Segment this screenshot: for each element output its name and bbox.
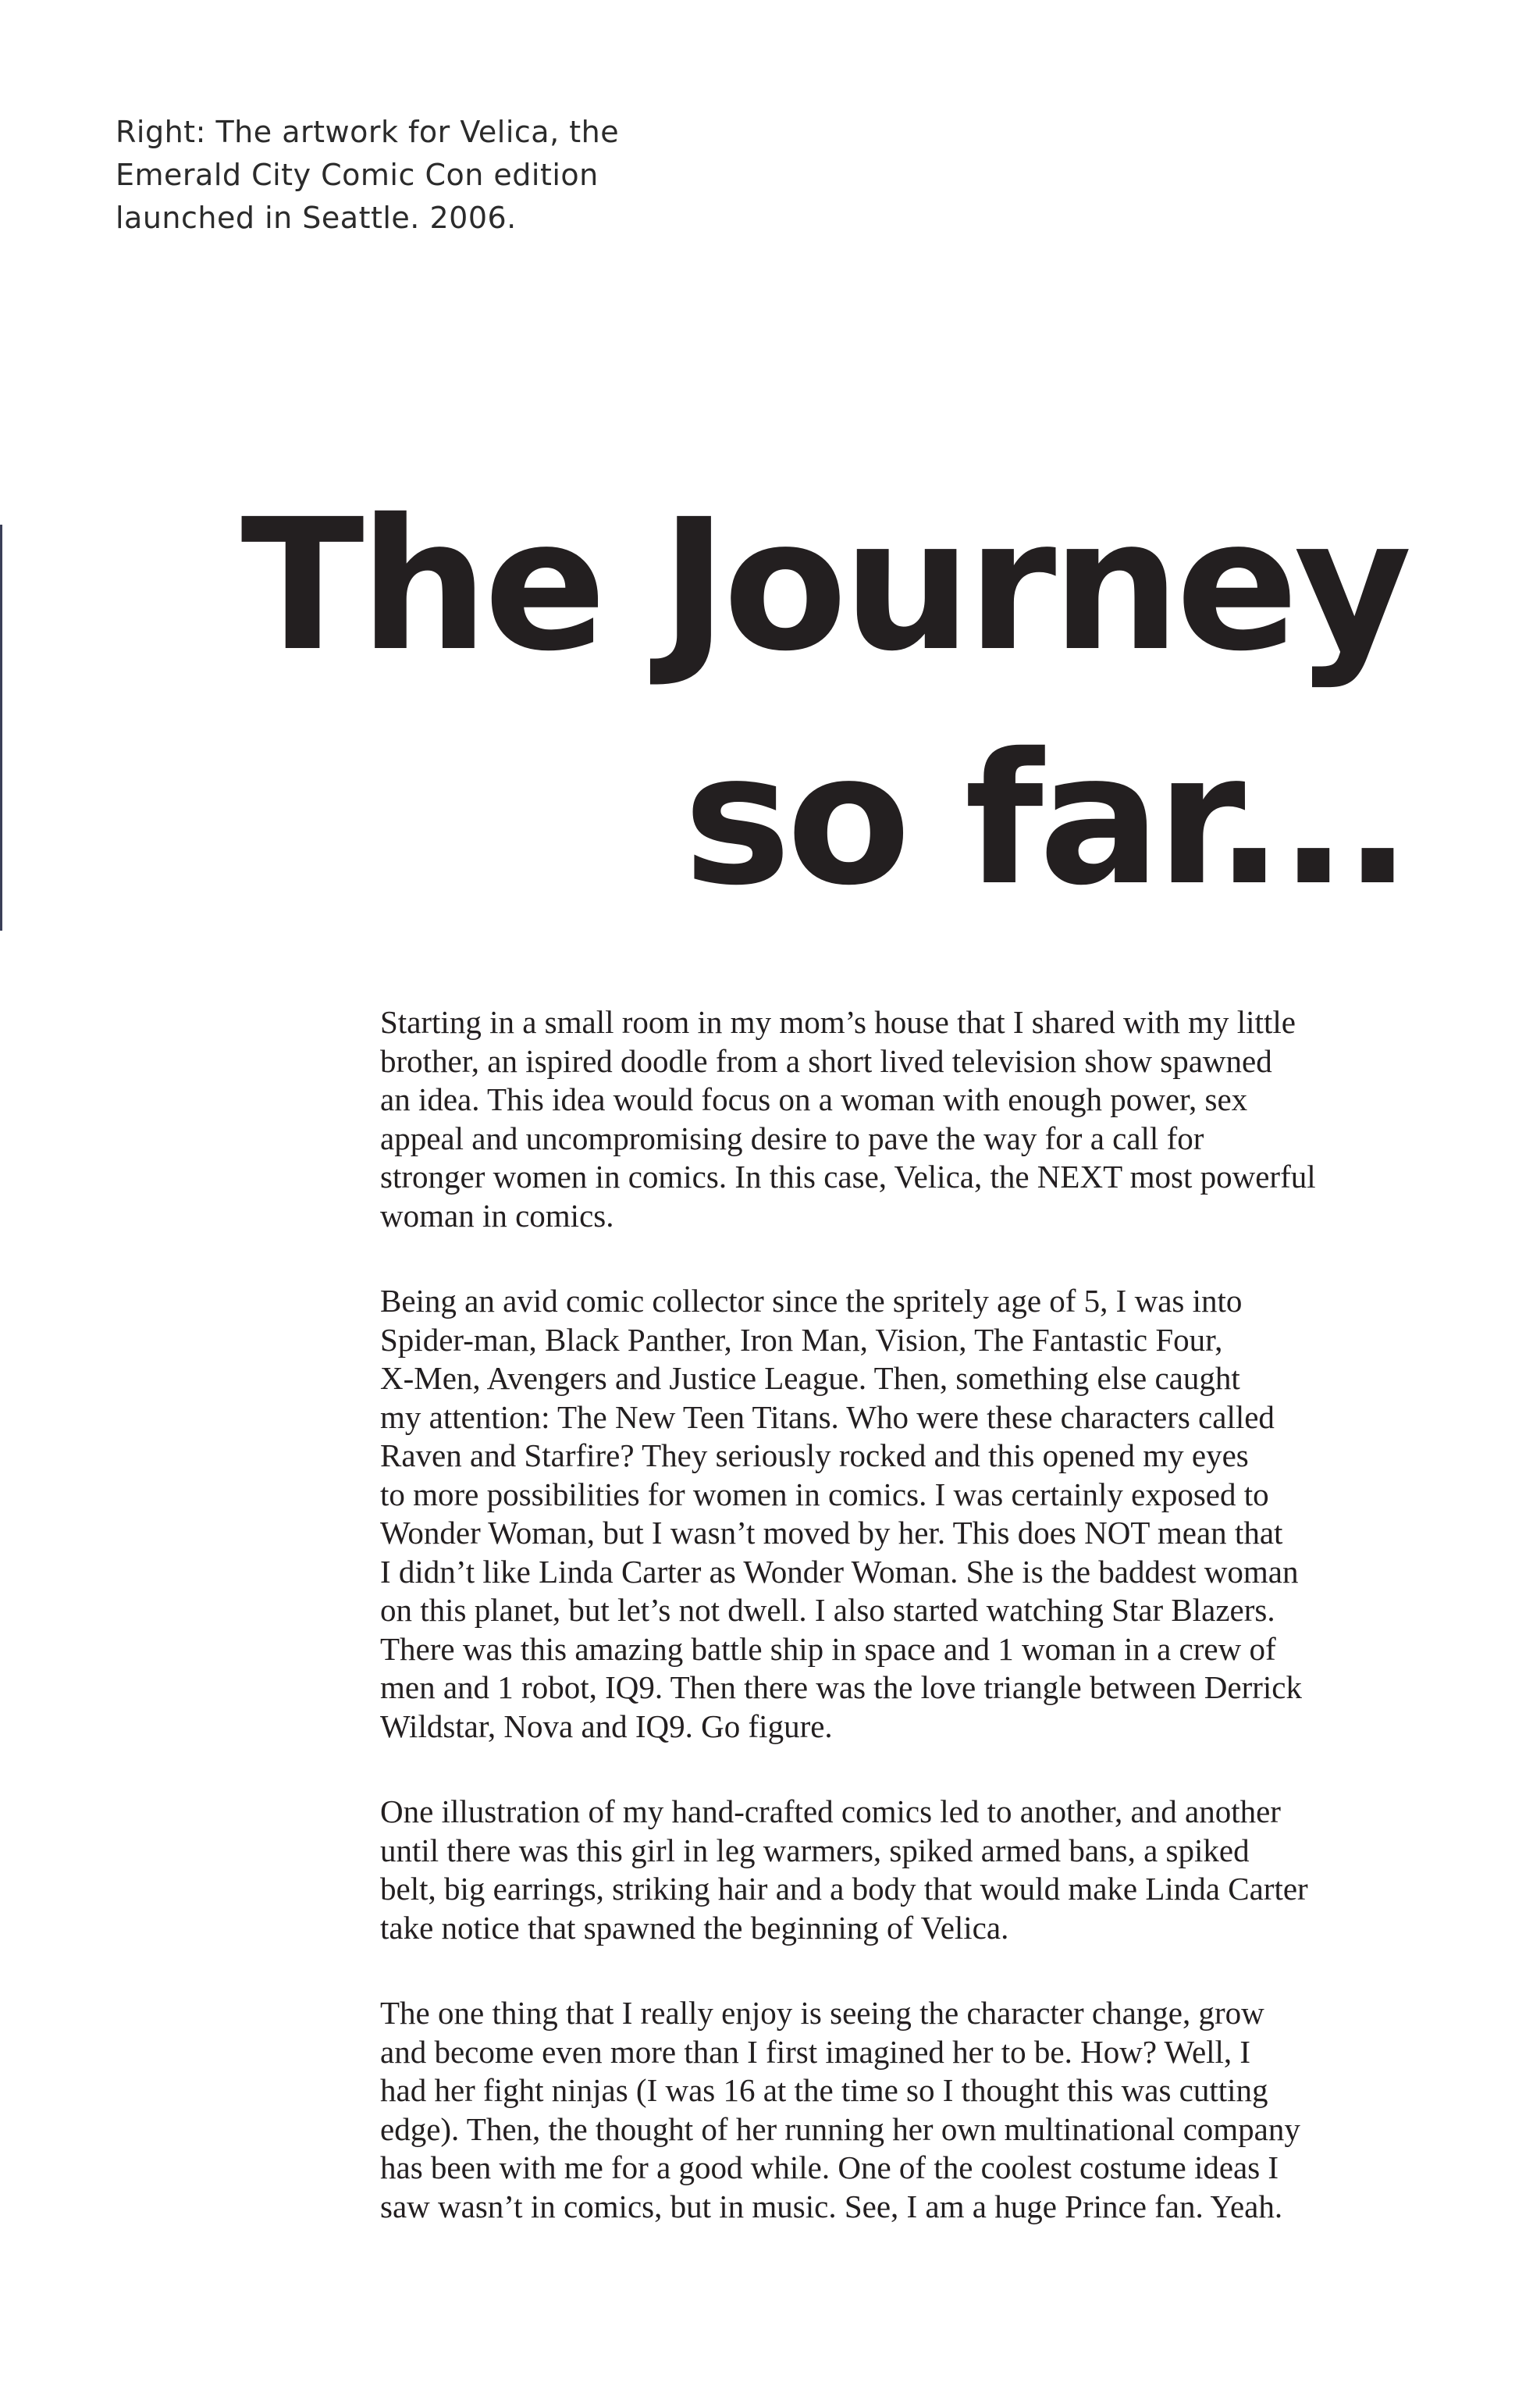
text-line: Starting in a small room in my mom’s house that I shared with my little: [380, 1004, 1296, 1040]
text-line: edge). Then, the thought of her running her own multinational company: [380, 2110, 1300, 2147]
text-line: One illustration of my hand-crafted comics led to another, and another: [380, 1793, 1281, 1829]
text-line: saw wasn’t in comics, but in music. See, I am a huge Prince fan. Yeah.: [380, 2188, 1283, 2224]
text-line: an idea. This idea would focus on a woman with enough power, sex: [380, 1081, 1248, 1117]
text-line: belt, big earrings, striking hair and a body that would make Linda Carter: [380, 1871, 1308, 1907]
text-line: and become even more than I first imagined her to be. How? Well, I: [380, 2033, 1251, 2070]
text-line: Raven and Starfire? They seriously rocked and this opened my eyes: [380, 1437, 1249, 1473]
caption-line: launched in Seattle. 2006.: [116, 201, 517, 235]
text-line: Wonder Woman, but I wasn’t moved by her. This does NOT mean that: [380, 1515, 1283, 1551]
text-line: appeal and uncompromising desire to pave the way for a call for: [380, 1120, 1204, 1156]
text-line: men and 1 robot, IQ9. Then there was the love triangle between Derrick: [380, 1669, 1302, 1705]
text-line: I didn’t like Linda Carter as Wonder Woman. She is the baddest woman: [380, 1553, 1299, 1590]
text-line: my attention: The New Teen Titans. Who were these characters called: [380, 1398, 1275, 1435]
image-caption: [116, 111, 662, 240]
title-line-1: The Journey: [240, 480, 1407, 691]
text-line: on this planet, but let’s not dwell. I also started watching Star Blazers.: [380, 1592, 1275, 1628]
text-line: until there was this girl in leg warmers, spiked armed bans, a spiked: [380, 1832, 1250, 1868]
text-line: X-Men, Avengers and Justice League. Then, something else caught: [380, 1360, 1240, 1396]
text-line: There was this amazing battle ship in space and 1 woman in a crew of: [380, 1630, 1276, 1667]
text-line: brother, an ispired doodle from a short lived television show spawned: [380, 1042, 1272, 1079]
page-edge-divider: [0, 525, 2, 931]
text-line: woman in comics.: [380, 1197, 614, 1234]
article-body: [380, 1003, 1426, 2273]
page-title: [237, 468, 1407, 937]
text-line: to more possibilities for women in comics. I was certainly exposed to: [380, 1476, 1269, 1512]
text-line: stronger women in comics. In this case, Velica, the NEXT most powerful: [380, 1159, 1316, 1195]
title-line-2: so far...: [683, 714, 1407, 925]
text-line: Spider-man, Black Panther, Iron Man, Vision, The Fantastic Four,: [380, 1321, 1223, 1358]
caption-line: Right: The artwork for Velica, the: [116, 115, 620, 149]
text-line: Wildstar, Nova and IQ9. Go figure.: [380, 1708, 833, 1744]
paragraph-4: [380, 1994, 1426, 2226]
caption-line: Emerald City Comic Con edition: [116, 158, 599, 192]
text-line: The one thing that I really enjoy is seeing the character change, grow: [380, 1995, 1264, 2031]
paragraph-3: [380, 1793, 1426, 1947]
text-line: had her fight ninjas (I was 16 at the time so I thought this was cutting: [380, 2072, 1268, 2108]
paragraph-1: [380, 1003, 1426, 1235]
text-line: take notice that spawned the beginning of Velica.: [380, 1909, 1009, 1946]
text-line: Being an avid comic collector since the spritely age of 5, I was into: [380, 1283, 1243, 1319]
text-line: has been with me for a good while. One of the coolest costume ideas I: [380, 2149, 1279, 2185]
paragraph-2: [380, 1282, 1426, 1746]
